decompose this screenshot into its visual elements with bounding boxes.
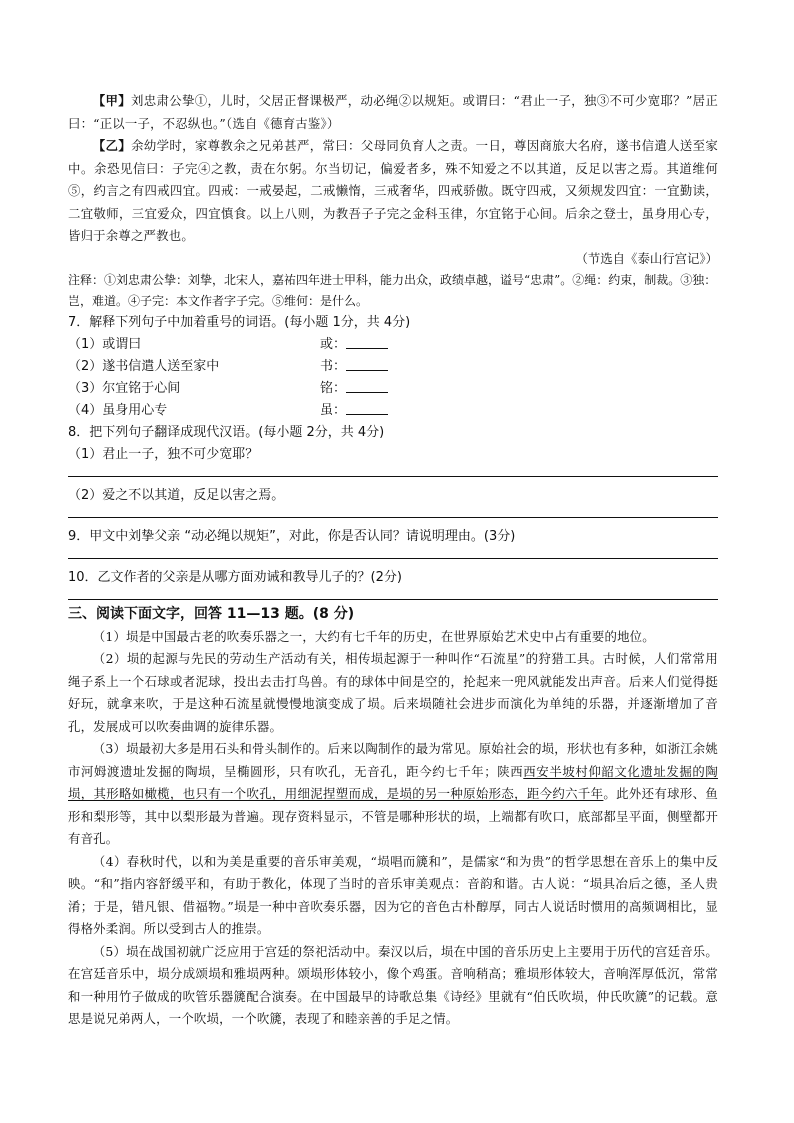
paragraph-3 [68, 738, 718, 851]
paragraph-3-start: （3）埙最初大多是用石头和骨头制作的。后来以陶制作的最为常见。原始社会的埙，形状也有多种，如浙江余姚市河姆渡遗址发掘的陶埙，呈椭圆形，只有吹孔，无音孔，距今约七千年；陕西 [68, 741, 718, 779]
q7-item-3 [68, 378, 718, 400]
passage-yi-tag: 【乙】 [92, 138, 132, 153]
passage-yi-source: （节选自《泰山行宫记》） [575, 250, 718, 266]
q10-text: 10．乙文作者的父亲是从哪方面劝诫和教导儿子的？(2分) [68, 569, 402, 585]
q7-item-1 [68, 334, 718, 356]
q7-sentence: （4）虽身用心专 [68, 402, 168, 418]
q7-sentence: （2）遂书信遣人送至家中 [68, 358, 220, 374]
q7-sentence: （3）尔宜铭于心间 [68, 380, 181, 396]
passage-jia-tag: 【甲】 [92, 93, 132, 108]
q7-title: 7．解释下列句子中加着重号的词语。(每小题 1分，共 4分) [68, 314, 411, 330]
q7-word: 书： [320, 358, 347, 374]
paragraph-3-end: 。此外还有球形、鱼形和梨形等，其中以梨形最为普遍。现存资料显示，不管是哪种形状的埙，上端都有吹口，底部都呈平面，侧壁都开有音孔。 [68, 786, 718, 846]
q7-answer-blank[interactable] [346, 378, 388, 393]
passage-jia [68, 90, 718, 135]
paragraph-1: （1）埙是中国最古老的吹奏乐器之一，大约有七千年的历史，在世界原始艺术史中占有重要的地位。 [92, 628, 655, 644]
answer-line[interactable] [68, 466, 718, 477]
paragraph-3-underlined: 西安半坡村仰韶文化遗址发掘的陶埙，其形略如橄榄，也只有一个吹孔，用细泥捏塑而成，是埙的另一种原始形态，距今约六千年 [68, 763, 719, 801]
passage-yi-text: 余幼学时，家尊教余之兄弟甚严，常曰：父母同负育人之责。一日，尊因商旅大名府，遂书信遣人送至家中。余恐见信曰：子完④之教，责在尔躬。尔当切记，偏爱者多，殊不知爱之不以其道，反足以害之焉。其道维何⑤，约言之有四戒四宜。四戒：一戒晏起，二戒懒惰，三戒奢华，四戒骄傲。既守四戒，又须规发四宜：一宜勤读，二宜敬师，三宜爱众，四宜慎食。以上八则，为教吾子子完之金科玉律，尔宜铭于心间。后余之登士，虽身用心专，皆归于余尊之严教也。 [68, 138, 718, 243]
passage-yi [68, 135, 718, 248]
q7-item-2 [68, 356, 718, 378]
exam-page [68, 90, 718, 1031]
q8-sentence-2: （2）爱之不以其道，反足以害之焉。 [68, 487, 285, 503]
q7-answer-blank[interactable] [346, 400, 388, 415]
q7-sentence: （1）或谓曰 [68, 336, 142, 352]
answer-line[interactable] [68, 589, 718, 600]
passage-jia-text: 刘忠肃公挚①，儿时，父居正督课极严，动必绳②以规矩。或谓曰：“君止一子，独③不可少宽耶？”居正曰：“正以一子，不忍纵也。”（选自《德育古鉴》） [68, 93, 718, 131]
q9-text: 9．甲文中刘挚父亲 “动必绳以规矩”，对此，你是否认同？请说明理由。(3分) [68, 528, 516, 544]
q7-answer-blank[interactable] [346, 356, 388, 371]
q8-sentence-1: （1）君止一子，独不可少宽耶？ [68, 446, 259, 462]
paragraph-4: （4）春秋时代，以和为美是重要的音乐审美观，“埙唱而篪和”，是儒家“和为贵”的哲学思想在音乐上的集中反映。“和”指内容舒缓平和，有助于教化，体现了当时的音乐审美观点：音韵和谐。古人说：“埙具冶后之德，圣人贵淆；于是，错凡银、借福物。”埙是一种中音吹奏乐器，因为它的音色古朴醇厚，同古人说话时惯用的高频调相比，显得格外柔润。所以受到古人的推崇。 [68, 853, 718, 936]
paragraph-2: （2）埙的起源与先民的劳动生产活动有关，相传埙起源于一种叫作“石流星”的狩猎工具。古时候，人们常常用绳子系上一个石球或者泥球，投出去击打鸟兽。有的球体中间是空的，抡起来一兜风就能发出声音。后来人们觉得挺好玩，就拿来吹，于是这种石流星就慢慢地演变成了埙。后来埙随社会进步而演化为单纯的乐器，并逐渐增加了音孔，发展成可以吹奏曲调的旋律乐器。 [68, 651, 718, 734]
answer-line[interactable] [68, 548, 718, 559]
q7-word: 铭： [320, 380, 347, 396]
q7-word: 或： [320, 336, 347, 352]
notes: 注释：①刘忠肃公挚：刘挚，北宋人，嘉祐四年进士甲科，能力出众，政绩卓越，谥号“忠肃”。②绳：约束，制裁。③独：岂，难道。④子完：本文作者字子完。⑤维何：是什么。 [68, 272, 717, 308]
answer-line[interactable] [68, 507, 718, 518]
q7-word: 虽： [320, 402, 347, 418]
section-3-heading: 三、阅读下面文字，回答 11—13 题。(8 分) [68, 605, 355, 622]
q7-answer-blank[interactable] [346, 334, 388, 349]
q8-title: 8．把下列句子翻译成现代汉语。(每小题 2分，共 4分) [68, 424, 385, 440]
q7-item-4 [68, 400, 718, 422]
paragraph-5: （5）埙在战国初就广泛应用于宫廷的祭祀活动中。秦汉以后，埙在中国的音乐历史上主要用于历代的宫廷音乐。在宫廷音乐中，埙分成颂埙和雅埙两种。颂埙形体较小，像个鸡蛋。音响稍高；雅埙形体较大，音响浑厚低沉，常常和一种用竹子做成的吹管乐器篪配合演奏。在中国最早的诗歌总集《诗经》里就有“伯氏吹埙，仲氏吹篪”的记载。意思是说兄弟两人，一个吹埙，一个吹篪，表现了和睦亲善的手足之情。 [68, 943, 718, 1026]
